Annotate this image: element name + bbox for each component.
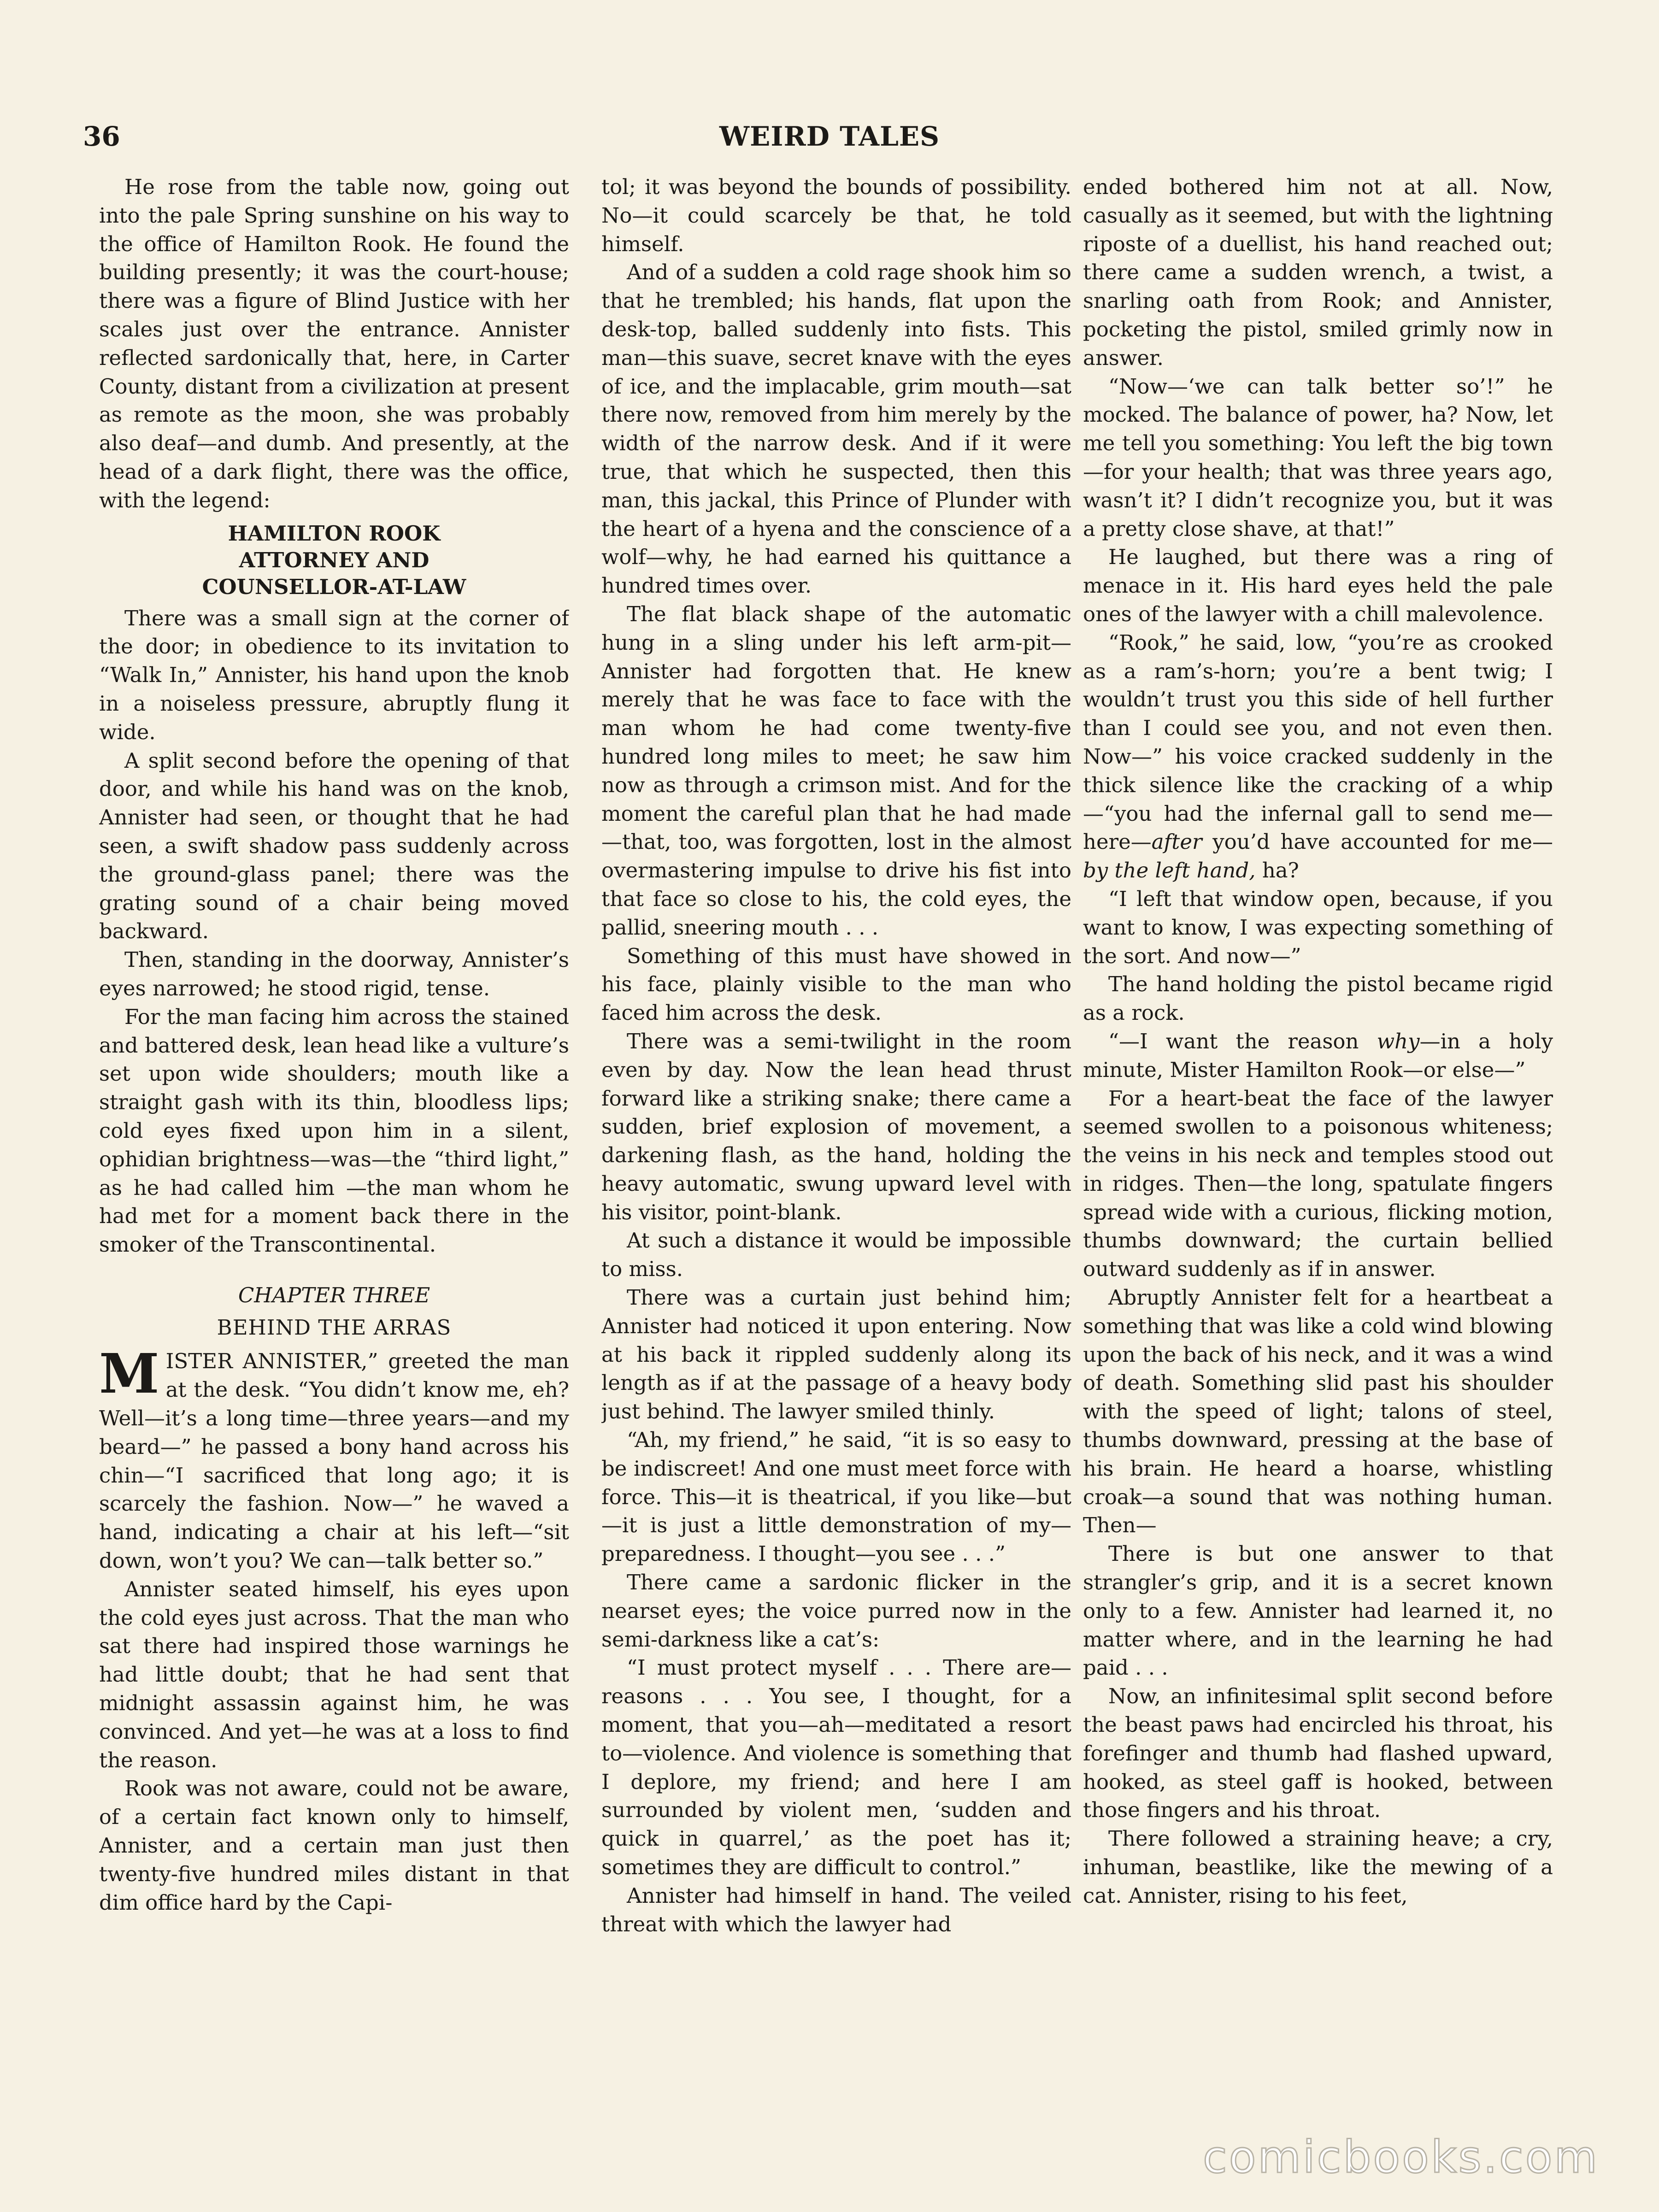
paragraph: “Now—‘we can talk better so’!” he mocked. The balance of power, ha? Now, let me tell you something: You left the big town—for your health; that was three years ago, wasn’t it? I didn’t recognize you, but it was a pretty close shave, at that!” <box>1083 374 1553 541</box>
paragraph: For a heart-beat the face of the lawyer seemed swollen to a poisonous whiteness; the veins in his neck and temples stood out in ridges. Then—the long, spatulate fingers spread wide with a curious, flicking motion, thumbs downward; the curtain bellied outward suddenly as if in answer. <box>1083 1086 1553 1282</box>
paragraph: There followed a straining heave; a cry, inhuman, beastlike, like the mewing of a cat. Annister, rising to his feet, <box>1083 1826 1553 1908</box>
italic-text: why <box>1377 1029 1420 1053</box>
paragraph: He rose from the table now, going out into the pale Spring sunshine on his way to the office of Hamilton Rook. He found the building presently; it was the court-house; there was a figure of Blind Justice with her scales just over the entrance. Annister reflected sardonically that, here, in Carter County, distant from a civilization at present as remote as the moon, she was probably also deaf—and dumb. And presently, at the head of a dark flight, there was the office, with the legend: <box>99 175 569 512</box>
text-run: ha? <box>1255 858 1299 883</box>
paragraph: tol; it was beyond the bounds of possibility. No—it could scarcely be that, he told himself. <box>601 175 1071 256</box>
chapter-subtitle: BEHIND THE ARRAS <box>217 1315 452 1340</box>
paragraph: “Ah, my friend,” he said, “it is so easy to be indiscreet! And one must meet force with force. This—it is theatrical, if you like—but—it is just a little demonstration of my—preparedness. I thought—you see . . .” <box>601 1428 1071 1566</box>
paragraph: The hand holding the pistol became rigid as a rock. <box>1083 972 1553 1025</box>
italic-text: by the left hand, <box>1083 858 1256 883</box>
legend-line: ATTORNEY AND <box>239 547 429 572</box>
paragraph: There came a sardonic flicker in the nearset eyes; the voice purred now in the semi-darkness like a cat’s: <box>601 1570 1071 1652</box>
paragraph: ended bothered him not at all. Now, casually as it seemed, but with the lightning riposte of a duellist, his hand reached out; there came a sudden wrench, a twist, a snarling oath from Rook; and Annister, pocketing the pistol, smiled grimly now in answer. <box>1083 175 1553 370</box>
text-run: “Rook,” he said, low, “you’re as crooked as a ram’s-horn; you’re a bent twig; I wouldn’t trust you this side of hell further than I could see you, and not even then. Now—” his voice cracked suddenly in the thick silence like the cracking of a whip—“you had the infernal gall to send me—here— <box>1083 630 1553 854</box>
paragraph: Abruptly Annister felt for a heartbeat a something that was like a cold wind blowing upon the back of his neck, and it was a wind of death. Something slid past his shoulder with the speed of light; talons of steel, thumbs downward, pressing at the base of his brain. He heard a hoarse, whistling croak—a sound that was nothing human. Then— <box>1083 1285 1553 1538</box>
paragraph: Annister had himself in hand. The veiled threat with which the lawyer had <box>601 1883 1071 1936</box>
paragraph: Annister seated himself, his eyes upon the cold eyes just across. That the man who sat there had inspired those warnings he had little doubt; that he had sent that midnight assassin against him, he was convinced. And yet—he was at a loss to find the reason. <box>99 1577 569 1772</box>
paragraph: Something of this must have showed in his face, plainly visible to the man who faced him across the desk. <box>601 943 1071 1025</box>
chapter-title: CHAPTER THREE <box>238 1282 430 1307</box>
paragraph: For the man facing him across the stained and battered desk, lean head like a vulture’s set upon wide shoulders; mouth like a straight gash with its thin, bloodless lips; cold eyes fixed upon him in a silent, ophidian brightness—was—the “third light,” as he had called him —the man whom he had met for a moment back there in the smoker of the Transcontinental. <box>99 1004 569 1257</box>
running-head: WEIRD TALES <box>719 121 940 152</box>
text-column-1 <box>99 173 569 2108</box>
paragraph: And of a sudden a cold rage shook him so that he trembled; his hands, flat upon the desk-top, balled suddenly into fists. This man—this suave, secret knave with the eyes of ice, and the implacable, grim mouth—sat there now, removed from him merely by the width of the narrow desk. And if it were true, that which he suspected, then this man, this jackal, this Prince of Plunder with the heart of a hyena and the conscience of a wolf—why, he had earned his quittance a hundred times over. <box>601 260 1071 598</box>
site-watermark: comicbooks.com <box>1202 2131 1599 2183</box>
text-column-2 <box>601 173 1071 2108</box>
text-run: you’d have accounted for me— <box>1202 830 1553 854</box>
italic-text: after <box>1151 830 1202 854</box>
paragraph: There was a curtain just behind him; Annister had noticed it upon entering. Now at his back it rippled suddenly along its length as if at the passage of a heavy body just behind. The lawyer smiled thinly. <box>601 1285 1071 1424</box>
paragraph: Rook was not aware, could not be aware, of a certain fact known only to himself, Annister, and a certain man just then twenty-five hundred miles distant in that dim office hard by the Capi- <box>99 1776 569 1915</box>
paragraph: A split second before the opening of that door, and while his hand was on the knob, Annister had seen, or thought that he had seen, a swift shadow pass suddenly across the ground-glass panel; there was the grating sound of a chair being moved backward. <box>99 748 569 944</box>
legend-line: HAMILTON ROOK <box>228 521 441 546</box>
text-run: “—I want the reason <box>1108 1029 1377 1053</box>
paragraph: “I left that window open, because, if you want to know, I was expecting something of the sort. And now—” <box>1083 886 1553 968</box>
text-run: —in a holy minute, Mister Hamilton Rook—or else—” <box>1083 1029 1553 1082</box>
paragraph: There was a semi-twilight in the room even by day. Now the lean head thrust forward like a striking snake; there came a sudden, brief explosion of movement, a darkening flash, as the hand, holding the heavy automatic, swung upward level with his visitor, point-blank. <box>601 1029 1071 1224</box>
paragraph: Now, an infinitesimal split second before the beast paws had encircled his throat, his forefinger and thumb had flashed upward, hooked, as steel gaff is hooked, between those fingers and his throat. <box>1083 1684 1553 1823</box>
paragraph <box>1083 629 1553 885</box>
paragraph: “I must protect myself . . . There are—reasons . . . You see, I thought, for a moment, that you—ah—meditated a resort to—violence. And violence is something that I deplore, my friend; and here I am surrounded by violent men, ‘sudden and quick in quarrel,’ as the poet has it; sometimes they are difficult to control.” <box>601 1655 1071 1880</box>
paragraph: There is but one answer to that strangler’s grip, and it is a secret known only to a few. Annister had learned it, no matter where, and in the learning he had paid . . . <box>1083 1541 1553 1680</box>
drop-cap: M <box>99 1341 159 1406</box>
text-column-3 <box>1083 173 1553 2108</box>
paragraph <box>1083 1027 1553 1084</box>
legend-line: COUNSELLOR-AT-LAW <box>202 574 466 599</box>
opening-text: ISTER ANNISTER,” greeted the man at the desk. “You didn’t know me, eh? Well—it’s a long time—three years—and my beard—” he passed a bony hand across his chin—“I sacrificed that long ago; it is scarcely the fashion. Now—” he waved a hand, indicating a chair at his left—“sit down, won’t you? We can—talk better so.” <box>99 1349 569 1573</box>
paragraph: There was a small sign at the corner of the door; in obedience to its invitation to “Walk In,” Annister, his hand upon the knob in a noiseless pressure, abruptly flung it wide. <box>99 606 569 744</box>
paragraph: At such a distance it would be impossible to miss. <box>601 1228 1071 1282</box>
opening-paragraph <box>99 1341 569 1575</box>
page-number: 36 <box>83 121 120 152</box>
office-legend <box>99 520 569 600</box>
paragraph: Then, standing in the doorway, Annister’s eyes narrowed; he stood rigid, tense. <box>99 947 569 1000</box>
paragraph: He laughed, but there was a ring of menace in it. His hard eyes held the pale ones of the lawyer with a chill malevolence. <box>1083 545 1553 626</box>
paragraph: The flat black shape of the automatic hung in a sling under his left arm-pit—Annister had forgotten that. He knew merely that he was face to face with the man whom he had come twenty-five hundred long miles to meet; he saw him now as through a crimson mist. And for the moment the careful plan that he had made—that, too, was forgotten, lost in the almost overmastering impulse to drive his fist into that face so close to his, the cold eyes, the pallid, sneering mouth . . . <box>601 601 1071 940</box>
